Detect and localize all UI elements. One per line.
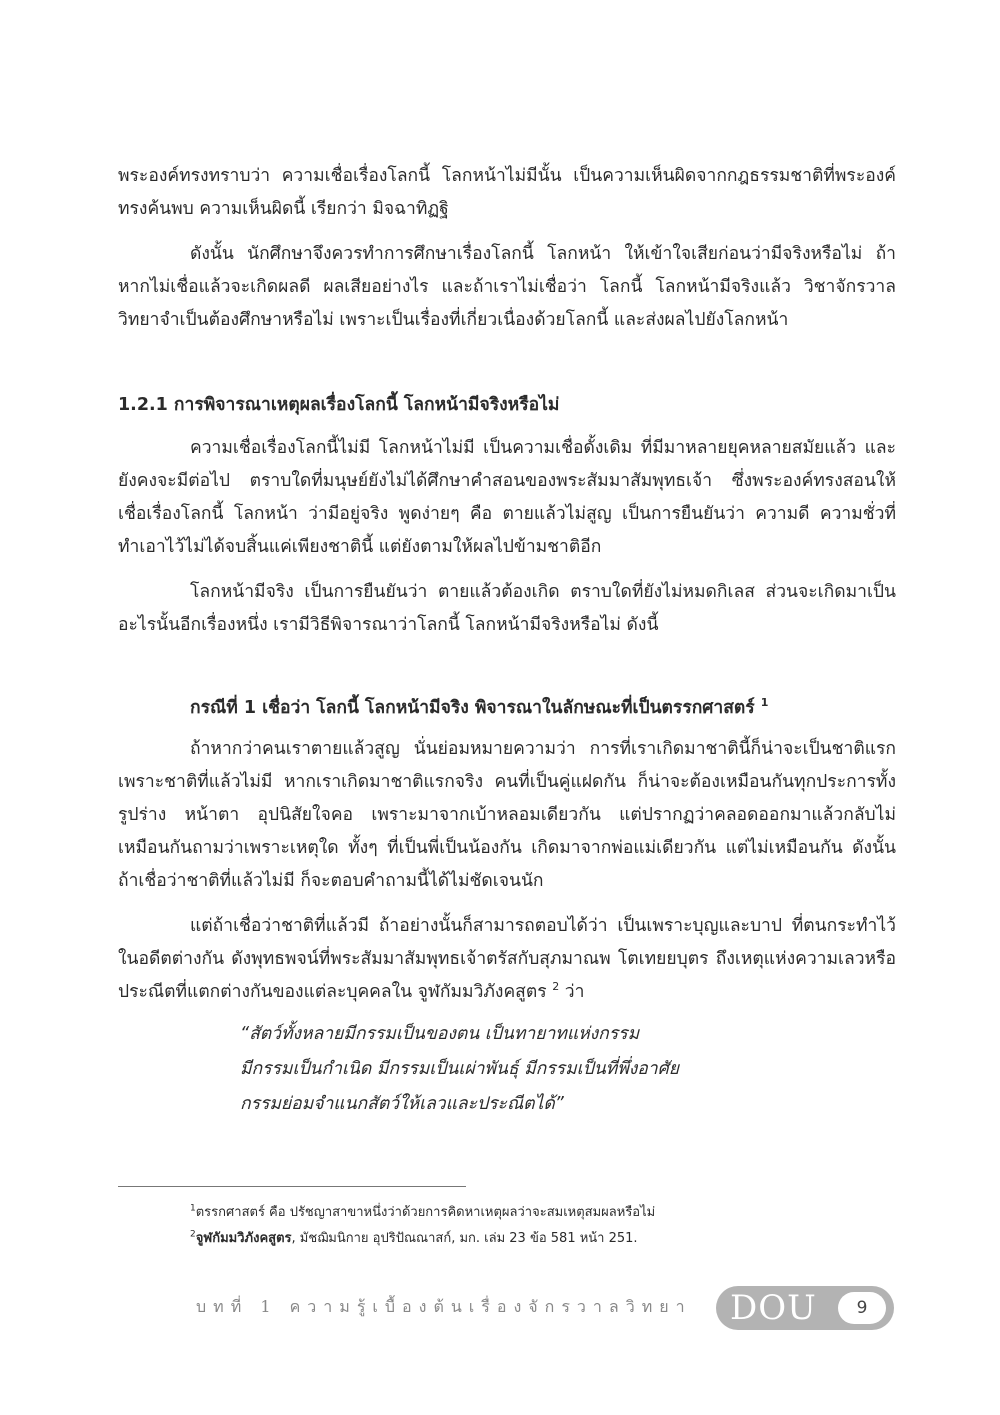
chapter-title: บทที่ 1 ความรู้เบื้องต้นเรื่องจักรวาลวิทยา xyxy=(196,1297,692,1316)
footnotes xyxy=(190,1200,890,1252)
case-heading-text: กรณีที่ 1 เชื่อว่า โลกนี้ โลกหน้ามีจริง พิจารณาในลักษณะที่เป็นตรรกศาสตร์ xyxy=(190,698,755,718)
footnote-2-text: , มัชฌิมนิกาย อุปริปัณณาสก์, มก. เล่ม 23 ข้อ 581 หน้า 251. xyxy=(291,1231,638,1246)
scripture-quote xyxy=(240,1017,896,1122)
page-footer xyxy=(196,1286,896,1330)
paragraph-6 xyxy=(118,910,896,1009)
paragraph-4: โลกหน้ามีจริง เป็นการยืนยันว่า ตายแล้วต้องเกิด ตราบใดที่ยังไม่หมดกิเลส ส่วนจะเกิดมาเป็นอะไรนั้นอีกเรื่องหนึ่ง เรามีวิธีพิจารณาว่าโลกนี้ โลกหน้ามีจริงหรือไม่ ดังนี้ xyxy=(118,582,896,635)
case-heading xyxy=(190,692,896,725)
paragraph-6-text: แต่ถ้าเชื่อว่าชาติที่แล้วมี ถ้าอย่างนั้นก็สามารถตอบได้ว่า เป็นเพราะบุญและบาป ที่ตนกระทำไว้ในอดีตต่างกัน ดังพุทธพจน์ที่พระสัมมาสัมพุทธเจ้าตรัสกับสุภมาณพ โตเทยยบุตร ถึงเหตุแห่งความเลวหรือประณีตที่แตกต่างกันของแต่ละบุคคลใน จูฬกัมมวิภังคสูตร xyxy=(118,916,896,1002)
section-heading: 1.2.1 การพิจารณาเหตุผลเรื่องโลกนี้ โลกหน้ามีจริงหรือไม่ xyxy=(118,395,560,415)
paragraph-2: ดังนั้น นักศึกษาจึงควรทำการศึกษาเรื่องโลกนี้ โลกหน้า ให้เข้าใจเสียก่อนว่ามีจริงหรือไม่ ถ้าหากไม่เชื่อแล้วจะเกิดผลดี ผลเสียอย่างไร และถ้าเราไม่เชื่อว่า โลกนี้ โลกหน้ามีจริงแล้ว วิชาจักรวาลวิทยาจำเป็นต้องศึกษาหรือไม่ เพราะเป็นเรื่องที่เกี่ยวเนื่องด้วยโลกนี้ และส่งผลไปยังโลกหน้า xyxy=(118,244,896,330)
paragraph-5: ถ้าหากว่าคนเราตายแล้วสูญ นั่นย่อมหมายความว่า การที่เราเกิดมาชาตินี้ก็น่าจะเป็นชาติแรกเพราะชาติที่แล้วไม่มี หากเราเกิดมาชาติแรกจริง คนที่เป็นคู่แฝดกัน ก็น่าจะต้องเหมือนกันทุกประการทั้งรูปร่าง หน้าตา อุปนิสัยใจคอ เพราะมาจากเบ้าหลอมเดียวกัน แต่ปรากฏว่าคลอดออกมาแล้วกลับไม่เหมือนกันถามว่าเพราะเหตุใด ทั้งๆ ที่เป็นพี่เป็นน้องกัน เกิดมาจากพ่อแม่เดียวกัน แต่ไม่เหมือนกัน ดังนั้นถ้าเชื่อว่าชาติที่แล้วไม่มี ก็จะตอบคำถามนี้ได้ไม่ชัดเจนนัก xyxy=(118,739,896,891)
footnote-ref-1[interactable]: 1 xyxy=(760,696,769,710)
footnote-2 xyxy=(190,1226,890,1252)
footnote-2-title: จูฬกัมมวิภังคสูตร xyxy=(195,1231,292,1246)
page-number: 9 xyxy=(838,1292,886,1324)
paragraph-1: พระองค์ทรงทราบว่า ความเชื่อเรื่องโลกนี้ โลกหน้าไม่มีนั้น เป็นความเห็นผิดจากกฎธรรมชาติที่พระองค์ทรงค้นพบ ความเห็นผิดนี้ เรียกว่า มิจฉาทิฏฐิ xyxy=(118,166,896,219)
footnote-ref-2[interactable]: 2 xyxy=(552,980,560,994)
paragraph-3: ความเชื่อเรื่องโลกนี้ไม่มี โลกหน้าไม่มี เป็นความเชื่อดั้งเดิม ที่มีมาหลายยุคหลายสมัยแล้ว และยังคงจะมีต่อไป ตราบใดที่มนุษย์ยังไม่ได้ศึกษาคำสอนของพระสัมมาสัมพุทธเจ้า ซึ่งพระองค์ทรงสอนให้เชื่อเรื่องโลกนี้ โลกหน้า ว่ามีอยู่จริง พูดง่ายๆ คือ ตายแล้วไม่สูญ เป็นการยืนยันว่า ความดี ความชั่วที่ทำเอาไว้ไม่ได้จบสิ้นแค่เพียงชาตินี้ แต่ยังตามให้ผลไปข้ามชาติอีก xyxy=(118,438,896,557)
footnote-1-text: ตรรกศาสตร์ คือ ปรัชญาสาขาหนึ่งว่าด้วยการคิดหาเหตุผลว่าจะสมเหตุสมผลหรือไม่ xyxy=(195,1205,656,1220)
footnote-1-number: 1 xyxy=(190,1203,196,1214)
footnote-divider xyxy=(118,1186,466,1187)
page-body xyxy=(118,160,896,1122)
footnote-1 xyxy=(190,1200,890,1226)
quote-line: “สัตว์ทั้งหลายมีกรรมเป็นของตน เป็นทายาทแห่งกรรม xyxy=(240,1024,640,1044)
dou-page-badge xyxy=(716,1286,894,1330)
paragraph-6-tail: ว่า xyxy=(559,982,585,1002)
quote-line: มีกรรมเป็นกำเนิด มีกรรมเป็นเผ่าพันธุ์ มีกรรมเป็นที่พึ่งอาศัย xyxy=(240,1059,679,1079)
footnote-2-number: 2 xyxy=(190,1229,196,1240)
dou-logo: DOU xyxy=(730,1288,817,1328)
quote-line: กรรมย่อมจำแนกสัตว์ให้เลวและประณีตได้” xyxy=(240,1094,564,1114)
